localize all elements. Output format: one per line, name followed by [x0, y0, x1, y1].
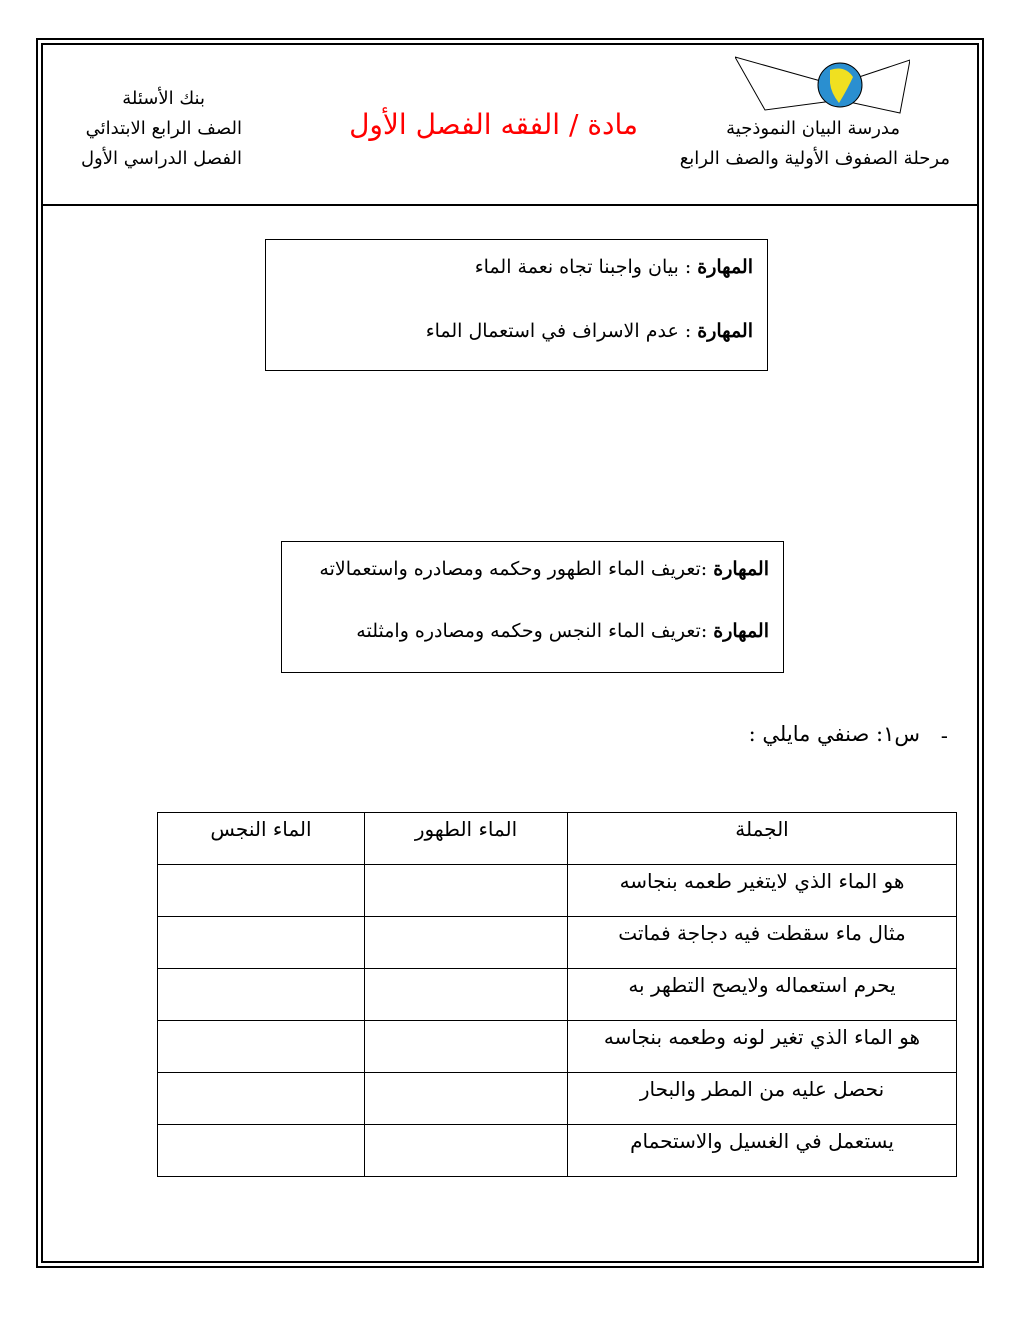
table-row [158, 1021, 957, 1073]
school-name: مدرسة البيان النموذجية [726, 118, 900, 139]
pure-answer-cell[interactable] [365, 1021, 568, 1073]
pure-answer-cell[interactable] [365, 865, 568, 917]
table-row [158, 917, 957, 969]
skill-item: المهارة : بيان واجبنا تجاه نعمة الماء [474, 256, 753, 278]
sentence-cell: نحصل عليه من المطر والبحار [568, 1073, 957, 1125]
question-bullet: - [940, 724, 948, 748]
school-stage: مرحلة الصفوف الأولية والصف الرابع [679, 148, 950, 169]
pure-answer-cell[interactable] [365, 1073, 568, 1125]
table-row [158, 969, 957, 1021]
col-impure-water: الماء النجس [158, 813, 365, 865]
col-sentence: الجملة [568, 813, 957, 865]
classification-table [157, 812, 957, 1177]
pure-answer-cell[interactable] [365, 969, 568, 1021]
col-pure-water: الماء الطهور [365, 813, 568, 865]
table-header-row [158, 813, 957, 865]
impure-answer-cell[interactable] [158, 1021, 365, 1073]
skill-item: المهارة :تعريف الماء الطهور وحكمه ومصادره واستعمالاته [319, 558, 769, 580]
impure-answer-cell[interactable] [158, 917, 365, 969]
skills-box-2 [281, 541, 784, 673]
pure-answer-cell[interactable] [365, 1125, 568, 1177]
impure-answer-cell[interactable] [158, 969, 365, 1021]
sentence-cell: هو الماء الذي تغير لونه وطعمه بنجاسه [568, 1021, 957, 1073]
impure-answer-cell[interactable] [158, 865, 365, 917]
pure-answer-cell[interactable] [365, 917, 568, 969]
sentence-cell: يستعمل في الغسيل والاستحمام [568, 1125, 957, 1177]
sentence-cell: هو الماء الذي لايتغير طعمه بنجاسه [568, 865, 957, 917]
skill-item: المهارة : عدم الاسراف في استعمال الماء [425, 320, 753, 342]
table-row [158, 1125, 957, 1177]
table-row [158, 865, 957, 917]
semester-label: الفصل الدراسي الأول [80, 148, 242, 169]
header-divider [41, 204, 979, 206]
skills-box-1 [265, 239, 768, 371]
sentence-cell: مثال ماء سقطت فيه دجاجة فماتت [568, 917, 957, 969]
subject-title: مادة / الفقه الفصل الأول [349, 108, 638, 141]
impure-answer-cell[interactable] [158, 1125, 365, 1177]
skill-item: المهارة :تعريف الماء النجس وحكمه ومصادره وامثلته [356, 620, 769, 642]
impure-answer-cell[interactable] [158, 1073, 365, 1125]
question-prompt: س١: صنفي مايلي : [748, 722, 920, 746]
grade-label: الصف الرابع الابتدائي [85, 118, 242, 139]
table-row [158, 1073, 957, 1125]
question-bank-label: بنك الأسئلة [122, 88, 205, 109]
school-logo [735, 55, 910, 115]
sentence-cell: يحرم استعماله ولايصح التطهر به [568, 969, 957, 1021]
